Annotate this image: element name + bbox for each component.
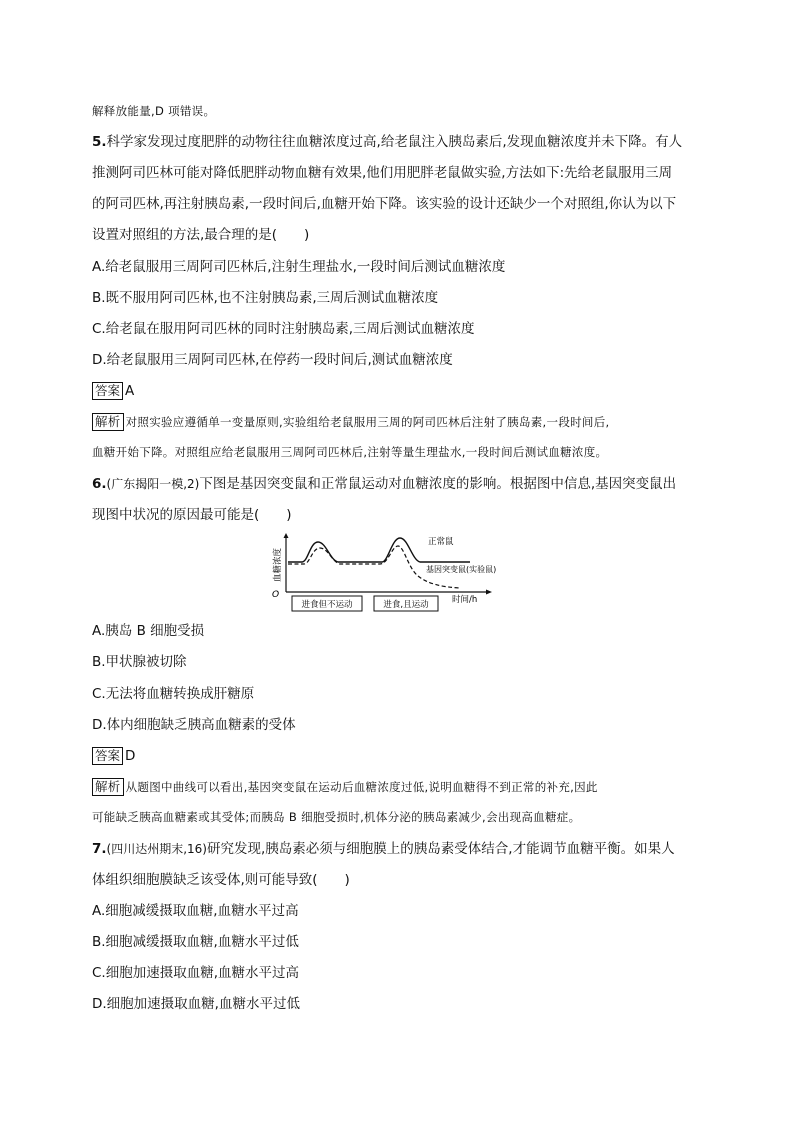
q7-stem-line-2: 体组织细胞膜缺乏该受体,则可能导致( ) xyxy=(92,872,350,888)
answer-tag: 答案 xyxy=(92,382,123,400)
q5-analysis-line-2: 血糖开始下降。对照组应给老鼠服用三周阿司匹林后,注射等量生理盐水,一段时间后测试血糖浓度。 xyxy=(92,445,608,459)
blood-glucose-figure xyxy=(270,532,530,614)
legend-mutant: 基因突变鼠(实验鼠) xyxy=(426,565,497,574)
q5-number: 5. xyxy=(92,134,107,150)
q6-analysis-line-1: 解析 从题图中曲线可以看出,基因突变鼠在运动后血糖浓度过低,说明血糖得不到正常的补充,因此 xyxy=(92,777,598,797)
q5-answer-value: A xyxy=(125,383,135,399)
q6-option-c: C.无法将血糖转换成肝糖原 xyxy=(92,686,255,702)
x-axis-arrow xyxy=(486,590,492,595)
q6-number: 6. xyxy=(92,476,107,492)
x-axis-label: 时间/h xyxy=(452,595,478,605)
q6-analysis-line-2: 可能缺乏胰高血糖素或其受体;而胰岛 B 细胞受损时,机体分泌的胰岛素减少,会出现高血糖症。 xyxy=(92,810,581,824)
q5-answer xyxy=(92,381,134,401)
q5-stem-line-2: 推测阿司匹林可能对降低肥胖动物血糖有效果,他们用肥胖老鼠做实验,方法如下:先给老鼠服用三周 xyxy=(92,165,673,181)
q7-option-c: C.细胞加速摄取血糖,血糖水平过高 xyxy=(92,965,300,981)
q5-option-b: B.既不服用阿司匹林,也不注射胰岛素,三周后测试血糖浓度 xyxy=(92,290,439,306)
q7-option-b: B.细胞减缓摄取血糖,血糖水平过低 xyxy=(92,934,299,950)
y-axis-arrow xyxy=(284,533,289,538)
q6-option-d: D.体内细胞缺乏胰高血糖素的受体 xyxy=(92,717,296,733)
q6-answer-value: D xyxy=(125,748,136,764)
origin-label: O xyxy=(272,590,280,600)
q4-analysis-tail: 解释放能量,D 项错误。 xyxy=(92,104,216,118)
q5-option-d: D.给老鼠服用三周阿司匹林,在停药一段时间后,测试血糖浓度 xyxy=(92,352,453,368)
q7-source: (四川达州期末,16) xyxy=(106,842,207,856)
q5-option-c: C.给老鼠在服用阿司匹林的同时注射胰岛素,三周后测试血糖浓度 xyxy=(92,321,475,337)
q6-stem-line-1: 6.(广东揭阳一模,2)下图是基因突变鼠和正常鼠运动对血糖浓度的影响。根据图中信息,基因突变鼠出 xyxy=(92,476,677,492)
q6-source: (广东揭阳一模,2) xyxy=(106,477,200,491)
phase-label-1: 进食但不运动 xyxy=(301,600,353,610)
answer-tag: 答案 xyxy=(92,747,123,765)
q6-stem-line-2: 现图中状况的原因最可能是( ) xyxy=(92,507,292,523)
legend-normal: 正常鼠 xyxy=(428,537,454,547)
analysis-tag: 解析 xyxy=(92,413,124,431)
q6-answer xyxy=(92,746,135,766)
phase-label-2: 进食,且运动 xyxy=(383,600,429,610)
q7-option-a: A.细胞减缓摄取血糖,血糖水平过高 xyxy=(92,903,299,919)
q5-analysis-line-1: 解析 对照实验应遵循单一变量原则,实验组给老鼠服用三周的阿司匹林后注射了胰岛素,一段时间后, xyxy=(92,412,609,432)
q5-stem-line-1: 5.科学家发现过度肥胖的动物往往血糖浓度过高,给老鼠注入胰岛素后,发现血糖浓度并未下降。有人 xyxy=(92,134,683,150)
q5-option-a: A.给老鼠服用三周阿司匹林后,注射生理盐水,一段时间后测试血糖浓度 xyxy=(92,259,506,275)
q6-option-a: A.胰岛 B 细胞受损 xyxy=(92,623,205,639)
q7-stem-line-1: 7.(四川达州期末,16)研究发现,胰岛素必须与细胞膜上的胰岛素受体结合,才能调节血糖平衡。如果人 xyxy=(92,841,675,857)
y-axis-label: 血糖浓度 xyxy=(273,547,283,583)
analysis-tag: 解析 xyxy=(92,778,124,796)
q5-stem-line-4: 设置对照组的方法,最合理的是( ) xyxy=(92,227,310,243)
q6-option-b: B.甲状腺被切除 xyxy=(92,654,187,670)
q5-stem-line-3: 的阿司匹林,再注射胰岛素,一段时间后,血糖开始下降。该实验的设计还缺少一个对照组,你认为以下 xyxy=(92,196,677,212)
q7-option-d: D.细胞加速摄取血糖,血糖水平过低 xyxy=(92,996,300,1012)
q7-number: 7. xyxy=(92,841,107,857)
